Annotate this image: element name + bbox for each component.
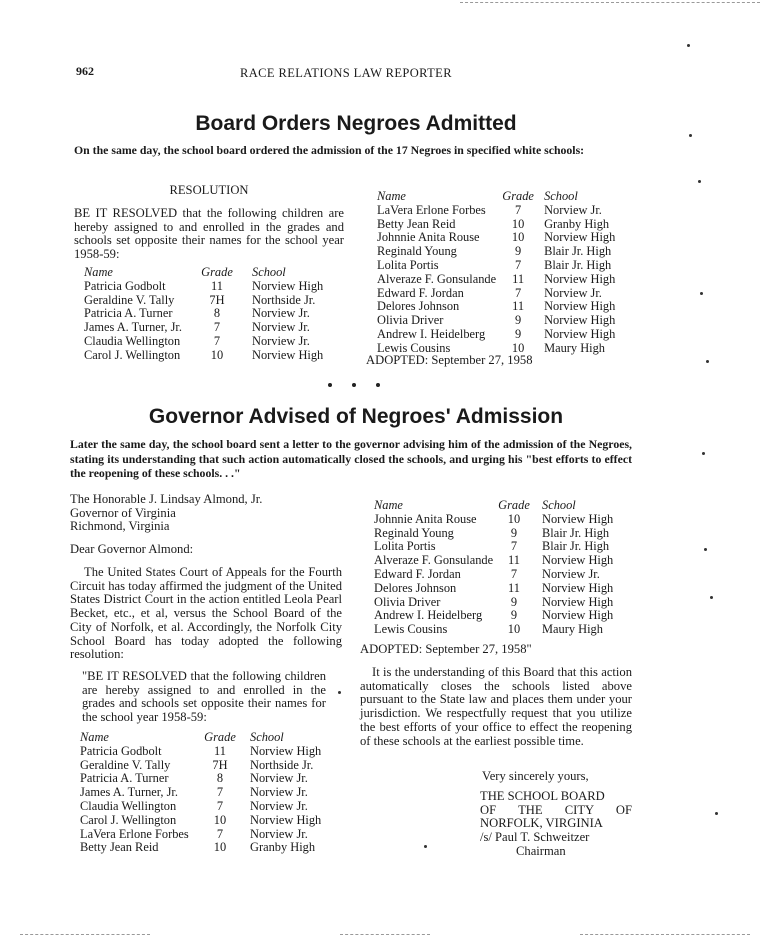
student-grade: 11 bbox=[211, 278, 223, 293]
scan-edge-top bbox=[460, 2, 760, 4]
student-grade: 9 bbox=[514, 313, 522, 328]
student-grade: 7 bbox=[216, 826, 224, 841]
student-name: Alveraze F. Gonsulande bbox=[377, 271, 497, 286]
student-name: James A. Turner, Jr. bbox=[80, 785, 178, 800]
student-grade: 9 bbox=[510, 525, 518, 540]
student-grade: 10 bbox=[213, 812, 227, 827]
student-grade: 10 bbox=[511, 230, 525, 245]
student-name: James A. Turner, Jr. bbox=[84, 320, 182, 335]
roster-row bbox=[80, 786, 321, 800]
roster-row bbox=[374, 609, 613, 623]
student-name: Lolita Portis bbox=[377, 257, 439, 272]
student-name: Delores Johnson bbox=[374, 580, 457, 595]
student-school: Norview Jr. bbox=[544, 285, 602, 300]
student-school: Norview High bbox=[544, 230, 616, 245]
roster-row bbox=[377, 259, 615, 273]
address-line: The Honorable J. Lindsay Almond, Jr. bbox=[70, 492, 263, 506]
student-grade: 11 bbox=[508, 553, 520, 568]
col-school-header: School bbox=[252, 265, 286, 279]
letter-quote: "BE IT RESOLVED that the following children are hereby assigned to and enrolled in the grades and schools set opposite their names for the school year 1958-59: bbox=[82, 669, 326, 725]
student-grade: 7 bbox=[213, 320, 221, 335]
roster-table-left bbox=[84, 266, 323, 363]
student-name: Carol J. Wellington bbox=[84, 347, 181, 362]
scan-speck bbox=[704, 548, 707, 551]
student-grade: 10 bbox=[507, 511, 521, 526]
student-grade: 7 bbox=[514, 257, 522, 272]
student-grade: 7 bbox=[216, 798, 224, 813]
running-title: RACE RELATIONS LAW REPORTER bbox=[240, 66, 452, 80]
roster-row bbox=[374, 513, 613, 527]
roster-row bbox=[377, 231, 615, 245]
student-grade: 7 bbox=[510, 539, 518, 554]
student-grade: 10 bbox=[511, 216, 525, 231]
student-name: Olivia Driver bbox=[374, 594, 441, 609]
scan-speck bbox=[687, 44, 690, 47]
col-name-header: Name bbox=[374, 498, 403, 512]
student-name: LaVera Erlone Forbes bbox=[377, 202, 486, 217]
col-name-header: Name bbox=[80, 730, 109, 744]
roster-row bbox=[80, 759, 321, 773]
student-name: Patricia Godbolt bbox=[84, 278, 166, 293]
student-name: Geraldine V. Tally bbox=[80, 757, 171, 772]
student-name: Johnnie Anita Rouse bbox=[377, 230, 480, 245]
roster-header bbox=[80, 731, 321, 745]
student-school: Norview Jr. bbox=[542, 566, 600, 581]
student-name: Reginald Young bbox=[374, 525, 454, 540]
student-grade: 10 bbox=[507, 622, 521, 637]
student-name: Patricia Godbolt bbox=[80, 743, 162, 758]
section1-adopted: ADOPTED: September 27, 1958 bbox=[366, 353, 533, 367]
student-school: Norview Jr. bbox=[250, 826, 308, 841]
student-school: Norview Jr. bbox=[252, 320, 310, 335]
salutation: Dear Governor Almond: bbox=[70, 542, 194, 556]
student-school: Granby High bbox=[250, 840, 316, 855]
student-name: Patricia A. Turner bbox=[84, 306, 173, 321]
signature-line: THE SCHOOL BOARD bbox=[480, 789, 605, 803]
student-grade: 11 bbox=[214, 743, 226, 758]
student-grade: 7 bbox=[216, 785, 224, 800]
roster-header bbox=[377, 190, 615, 204]
roster-row bbox=[80, 772, 321, 786]
section2-intro: Later the same day, the school board sent a letter to the governor advising him of the admission of the Negroes, stating its understanding that such action automatically closed the schools, and urging his "best efforts to effect the reopening of these schools. . ." bbox=[70, 437, 632, 480]
scan-speck bbox=[702, 452, 705, 455]
col-grade-header: Grade bbox=[502, 189, 534, 203]
roster-row bbox=[84, 307, 323, 321]
student-name: Alveraze F. Gonsulande bbox=[374, 553, 494, 568]
col-school-header: School bbox=[542, 498, 576, 512]
roster-row bbox=[84, 335, 323, 349]
roster-row bbox=[84, 280, 323, 294]
student-school: Blair Jr. High bbox=[544, 244, 612, 259]
student-grade: 9 bbox=[514, 244, 522, 259]
page-number: 962 bbox=[76, 64, 94, 78]
student-name: Olivia Driver bbox=[377, 313, 444, 328]
student-name: Carol J. Wellington bbox=[80, 812, 177, 827]
scan-speck bbox=[715, 812, 718, 815]
address-line: Richmond, Virginia bbox=[70, 519, 170, 534]
letter-paragraph-2: It is the understanding of this Board that this action automatically closes the schools listed above pursuant to the State law and places them under your jurisdiction. We respectfully request that you utilize the best efforts of your office to effect the reopening of these schools at the earliest possible time. bbox=[360, 665, 632, 748]
col-grade-header: Grade bbox=[204, 730, 236, 744]
scan-speck bbox=[710, 596, 713, 599]
scan-edge-bottom bbox=[20, 934, 150, 936]
section1-intro: On the same day, the school board ordered the admission of the 17 Negroes in specified white schools: bbox=[74, 143, 585, 157]
col-grade-header: Grade bbox=[498, 498, 530, 512]
roster-row bbox=[80, 745, 321, 759]
student-school: Norview High bbox=[542, 511, 614, 526]
student-school: Norview Jr. bbox=[250, 785, 308, 800]
student-grade: 8 bbox=[216, 771, 224, 786]
roster-row bbox=[377, 245, 615, 259]
student-grade: 7 bbox=[510, 566, 518, 581]
col-school-header: School bbox=[544, 189, 578, 203]
student-grade: 7 bbox=[514, 202, 522, 217]
roster-row bbox=[84, 321, 323, 335]
student-school: Norview High bbox=[542, 594, 614, 609]
student-school: Blair Jr. High bbox=[544, 257, 612, 272]
student-name: Edward F. Jordan bbox=[374, 566, 461, 581]
student-grade: 8 bbox=[213, 306, 221, 321]
student-school: Granby High bbox=[544, 216, 610, 231]
col-school-header: School bbox=[250, 730, 284, 744]
letter-paragraph-1: The United States Court of Appeals for the Fourth Circuit has today affirmed the judgment of the United States District Court in the action entitled Leola Pearl Becket, etc., et al, versus the School Board of the City of Norfolk, et al. Accordingly, the Norfolk City School Board has today adopted the following resolution: bbox=[70, 565, 342, 662]
col-name-header: Name bbox=[84, 265, 113, 279]
scan-speck bbox=[700, 292, 703, 295]
student-name: Lewis Cousins bbox=[377, 340, 451, 355]
resolution-text: BE IT RESOLVED that the following children are hereby assigned to and enrolled in the grades and schools set opposite their names for the school year 1958-59: bbox=[74, 206, 344, 262]
student-school: Norview Jr. bbox=[252, 306, 310, 321]
roster-row bbox=[377, 300, 615, 314]
student-grade: 7 bbox=[213, 333, 221, 348]
roster-row bbox=[84, 349, 323, 363]
student-school: Norview High bbox=[544, 271, 616, 286]
student-school: Norview Jr. bbox=[250, 771, 308, 786]
student-name: Edward F. Jordan bbox=[377, 285, 464, 300]
student-grade: 7H bbox=[212, 757, 228, 772]
address-block bbox=[70, 493, 350, 534]
student-school: Norview High bbox=[250, 812, 322, 827]
letter-closing: Very sincerely yours, bbox=[482, 769, 589, 783]
student-name: Betty Jean Reid bbox=[377, 216, 456, 231]
roster-header bbox=[84, 266, 323, 280]
letter-roster-left bbox=[80, 731, 321, 855]
student-grade: 11 bbox=[508, 580, 520, 595]
student-name: Claudia Wellington bbox=[80, 798, 177, 813]
address-line: Governor of Virginia bbox=[70, 505, 176, 520]
roster-row bbox=[374, 623, 613, 637]
student-name: Patricia A. Turner bbox=[80, 771, 169, 786]
signature-block bbox=[480, 790, 632, 859]
scan-speck bbox=[689, 134, 692, 137]
roster-row bbox=[80, 828, 321, 842]
student-school: Norview High bbox=[544, 326, 616, 341]
student-grade: 7H bbox=[209, 292, 225, 307]
student-name: Lewis Cousins bbox=[374, 622, 448, 637]
scan-speck bbox=[698, 180, 701, 183]
col-grade-header: Grade bbox=[201, 265, 233, 279]
signature-line: OF THE CITY OF bbox=[480, 802, 632, 817]
student-school: Norview High bbox=[252, 278, 324, 293]
roster-row bbox=[377, 287, 615, 301]
col-name-header: Name bbox=[377, 189, 406, 203]
student-name: Claudia Wellington bbox=[84, 333, 181, 348]
scan-speck bbox=[424, 845, 427, 848]
student-grade: 7 bbox=[514, 285, 522, 300]
student-grade: 10 bbox=[511, 340, 525, 355]
student-school: Norview Jr. bbox=[250, 798, 308, 813]
roster-row bbox=[84, 294, 323, 308]
roster-header bbox=[374, 499, 613, 513]
student-school: Northside Jr. bbox=[252, 292, 316, 307]
letter-adopted: ADOPTED: September 27, 1958" bbox=[360, 642, 532, 656]
student-name: Reginald Young bbox=[377, 244, 457, 259]
roster-row bbox=[374, 582, 613, 596]
student-grade: 10 bbox=[213, 840, 227, 855]
scan-speck bbox=[338, 691, 341, 694]
student-school: Norview Jr. bbox=[544, 202, 602, 217]
scan-speck bbox=[706, 360, 709, 363]
student-school: Maury High bbox=[544, 340, 606, 355]
student-school: Norview Jr. bbox=[252, 333, 310, 348]
student-name: Andrew I. Heidelberg bbox=[377, 326, 486, 341]
roster-row bbox=[377, 314, 615, 328]
student-name: Johnnie Anita Rouse bbox=[374, 511, 477, 526]
roster-row bbox=[374, 596, 613, 610]
student-school: Norview High bbox=[544, 299, 616, 314]
student-name: Delores Johnson bbox=[377, 299, 460, 314]
roster-row bbox=[374, 540, 613, 554]
student-school: Norview High bbox=[250, 743, 322, 758]
student-name: Andrew I. Heidelberg bbox=[374, 608, 483, 623]
student-school: Norview High bbox=[542, 553, 614, 568]
roster-row bbox=[374, 554, 613, 568]
student-school: Northside Jr. bbox=[250, 757, 314, 772]
student-school: Blair Jr. High bbox=[542, 539, 610, 554]
roster-row bbox=[80, 800, 321, 814]
roster-row bbox=[377, 273, 615, 287]
student-grade: 11 bbox=[512, 299, 525, 314]
roster-row bbox=[80, 841, 321, 855]
roster-table-right bbox=[377, 190, 615, 356]
roster-row bbox=[374, 527, 613, 541]
student-school: Norview High bbox=[542, 608, 614, 623]
student-school: Norview High bbox=[542, 580, 614, 595]
scan-edge-bottom bbox=[340, 934, 430, 936]
signature-line: Chairman bbox=[516, 843, 566, 858]
student-school: Norview High bbox=[252, 347, 324, 362]
signature-line: NORFOLK, VIRGINIA bbox=[480, 816, 603, 831]
student-grade: 9 bbox=[510, 608, 518, 623]
roster-row bbox=[377, 328, 615, 342]
student-grade: 10 bbox=[210, 347, 224, 362]
student-name: Betty Jean Reid bbox=[80, 840, 159, 855]
letter-roster-right bbox=[374, 499, 613, 637]
roster-row bbox=[377, 218, 615, 232]
student-grade: 9 bbox=[514, 326, 522, 341]
roster-row bbox=[377, 204, 615, 218]
student-name: Lolita Portis bbox=[374, 539, 436, 554]
student-school: Maury High bbox=[542, 622, 603, 637]
scan-edge-bottom bbox=[580, 934, 750, 936]
student-name: Geraldine V. Tally bbox=[84, 292, 175, 307]
student-school: Blair Jr. High bbox=[542, 525, 610, 540]
roster-row bbox=[80, 814, 321, 828]
section-separator bbox=[318, 374, 390, 392]
student-grade: 9 bbox=[510, 594, 518, 609]
student-name: LaVera Erlone Forbes bbox=[80, 826, 189, 841]
student-school: Norview High bbox=[544, 313, 616, 328]
resolution-title: RESOLUTION bbox=[169, 183, 249, 197]
student-grade: 11 bbox=[512, 271, 525, 286]
section2-heading: Governor Advised of Negroes' Admission bbox=[148, 405, 564, 428]
section1-heading: Board Orders Negroes Admitted bbox=[195, 112, 517, 135]
signature-line: /s/ Paul T. Schweitzer bbox=[480, 830, 590, 845]
roster-row bbox=[374, 568, 613, 582]
